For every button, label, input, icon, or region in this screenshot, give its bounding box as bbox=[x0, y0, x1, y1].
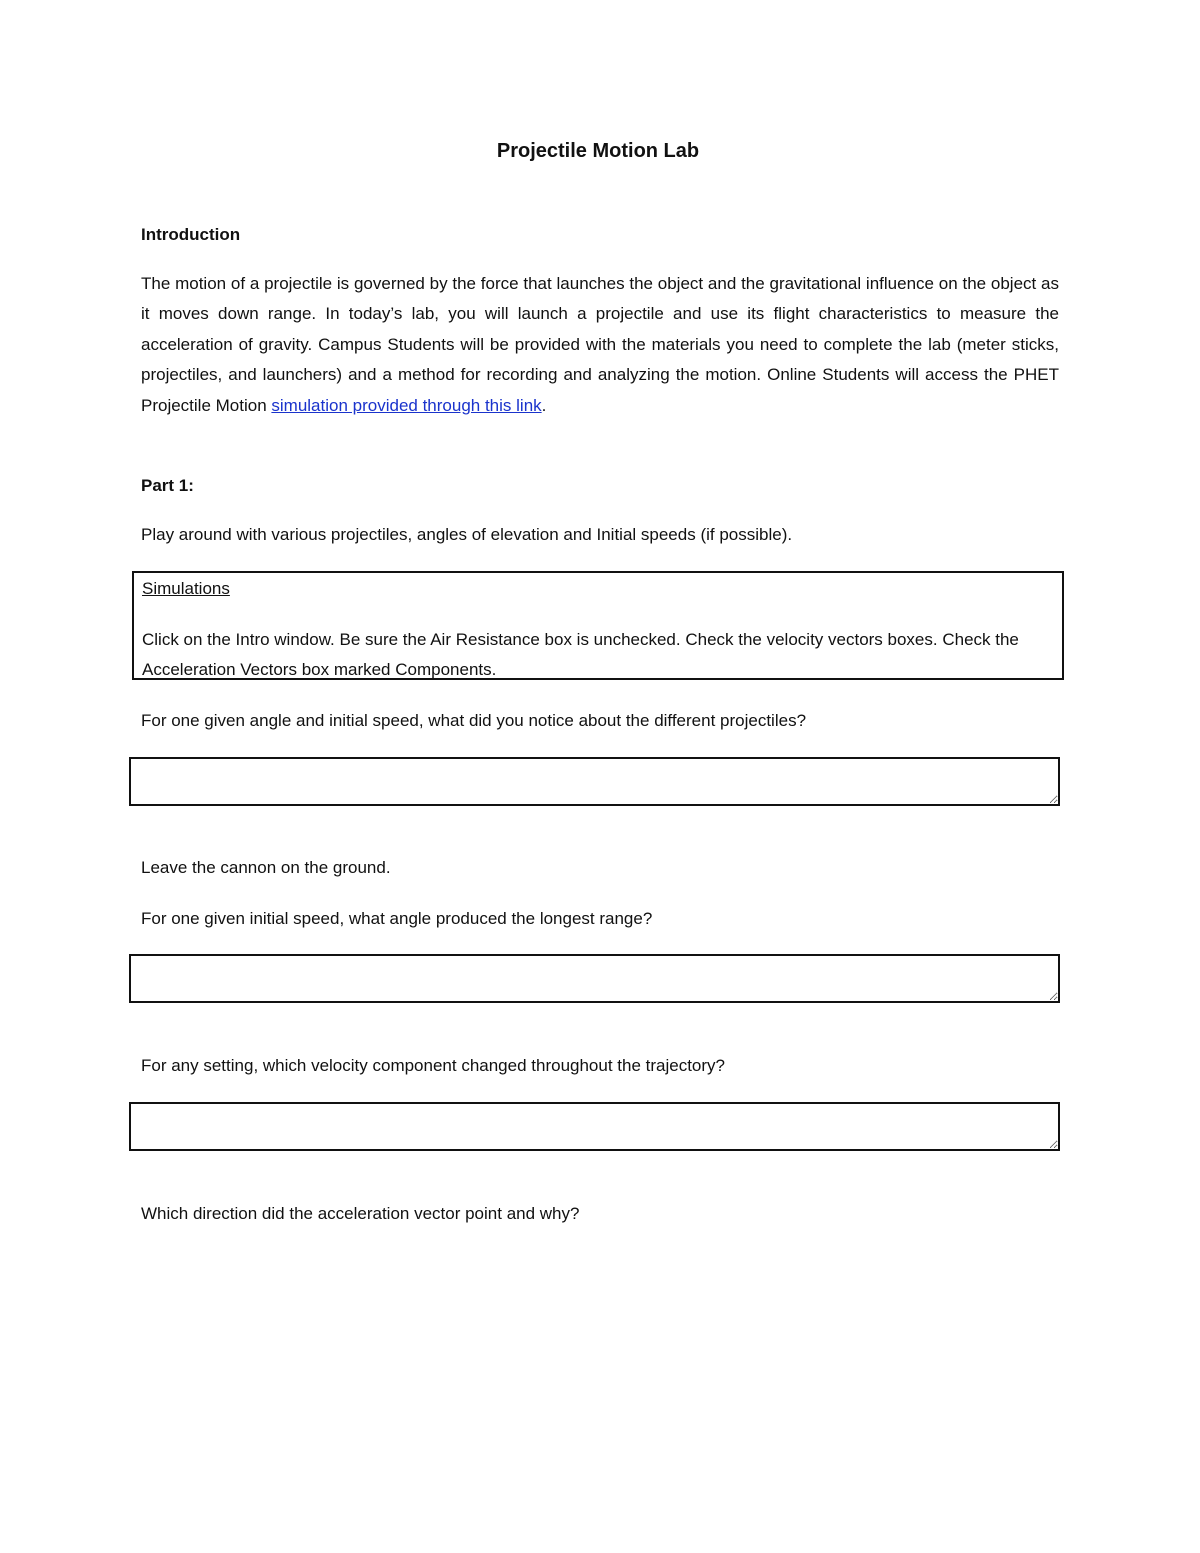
part1-heading: Part 1: bbox=[141, 476, 194, 495]
simulation-link[interactable]: simulation provided through this link bbox=[271, 395, 542, 415]
introduction-heading: Introduction bbox=[141, 225, 241, 244]
part1-instruction: Play around with various projectiles, angles of elevation and Initial speeds (if possible). bbox=[141, 525, 793, 544]
page-title: Projectile Motion Lab bbox=[496, 140, 700, 162]
answer-box-3[interactable] bbox=[129, 1102, 1060, 1151]
simulations-box bbox=[132, 571, 1064, 680]
answer-box-1[interactable] bbox=[129, 757, 1060, 806]
introduction-end: . bbox=[541, 395, 547, 415]
introduction-paragraph bbox=[141, 269, 1059, 421]
simulations-text: Click on the Intro window. Be sure the Air Resistance box is unchecked. Check the velocity vectors boxes. Check the Acceleration Vectors box marked Components. bbox=[142, 630, 1019, 679]
question-2: For one given initial speed, what angle produced the longest range? bbox=[141, 909, 653, 928]
cannon-note: Leave the cannon on the ground. bbox=[141, 858, 391, 877]
question-3: For any setting, which velocity component changed throughout the trajectory? bbox=[141, 1056, 726, 1075]
answer-box-2[interactable] bbox=[129, 954, 1060, 1003]
simulations-heading: Simulations bbox=[142, 579, 230, 598]
question-4: Which direction did the acceleration vector point and why? bbox=[141, 1204, 580, 1223]
introduction-text: The motion of a projectile is governed by the force that launches the object and the gravitational influence on the object as it moves down range. In today’s lab, you will launch a projectile and use its flight characteristics to measure the acceleration of gravity. Campus Students will be provided with the materials you need to complete the lab (meter sticks, projectiles, and launchers) and a method for recording and analyzing the motion. Online Students will access the PHET Projectile Motion bbox=[141, 274, 1059, 415]
question-1: For one given angle and initial speed, what did you notice about the different projectiles? bbox=[141, 711, 807, 730]
